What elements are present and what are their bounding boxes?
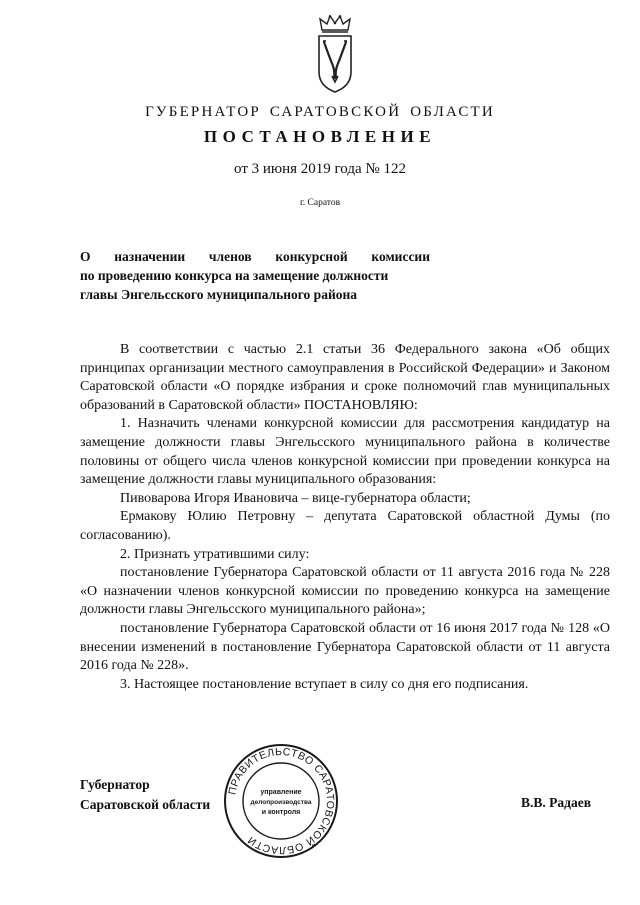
signatory-title-line-2: Саратовской области	[80, 797, 211, 812]
signatory-name: В.В. Радаев	[521, 795, 591, 810]
item-1-paragraph: 1. Назначить членами конкурсной комиссии для рассмотрения кандидатур на замещение должности главы Энгельсского муниципального района в количестве половины от общего числа членов конкурсной комиссии при проведении конкурса на замещение должности главы муниципального образования:	[80, 416, 610, 488]
item-2-paragraph: 2. Признать утратившими силу:	[120, 546, 310, 562]
stamp-center-line-1: управление	[260, 789, 302, 796]
issuing-authority: ГУБЕРНАТОР САРАТОВСКОЙ ОБЛАСТИ	[145, 104, 495, 120]
stamp-center-line-2: делопроизводства	[250, 799, 312, 806]
official-stamp	[222, 742, 340, 860]
repeal-1-paragraph: постановление Губернатора Саратовской области от 11 августа 2016 года № 228 «О назначении членов конкурсной комиссии по проведению конкурса на замещение должности главы Энгельсского муниципального района»;	[80, 565, 610, 618]
signatory-title	[80, 775, 210, 815]
document-type-title: ПОСТАНОВЛЕНИЕ	[203, 127, 437, 146]
document-city: г. Саратов	[299, 198, 341, 208]
subject-line-3: главы Энгельсского муниципального района	[80, 287, 358, 302]
member-1-paragraph: Пивоварова Игоря Ивановича – вице-губернатора области;	[120, 490, 471, 506]
document-subject	[80, 247, 430, 304]
stamp-ring-text: ПРАВИТЕЛЬСТВО САРАТОВСКОЙ ОБЛАСТИ	[226, 745, 337, 857]
preamble-paragraph: В соответствии с частью 2.1 статьи 36 Федерального закона «Об общих принципах организации местного самоуправления в Российской Федерации» и Законом Саратовской области «О порядке избрания и сроке полномочий глав муниципальных образований в Саратовской области» ПОСТАНОВЛЯЮ:	[80, 342, 610, 413]
subject-line-1: О назначении членов конкурсной комиссии	[80, 249, 430, 264]
document-date-number: от 3 июня 2019 года № 122	[234, 161, 406, 177]
signatory-title-line-1: Губернатор	[80, 777, 150, 792]
subject-line-2: по проведению конкурса на замещение должности	[80, 268, 389, 283]
repeal-2-paragraph: постановление Губернатора Саратовской области от 16 июня 2017 года № 128 «О внесении изменений в постановление Губернатора Саратовской области от 11 августа 2016 года № 228».	[80, 620, 610, 674]
member-2-paragraph: Ермакову Юлию Петровну – депутата Саратовской областной Думы (по согласованию).	[80, 509, 610, 543]
stamp-center-line-3: и контроля	[261, 809, 301, 816]
coat-of-arms-icon	[313, 14, 357, 94]
item-3-paragraph: 3. Настоящее постановление вступает в силу со дня его подписания.	[120, 676, 529, 692]
document-body	[80, 341, 610, 694]
